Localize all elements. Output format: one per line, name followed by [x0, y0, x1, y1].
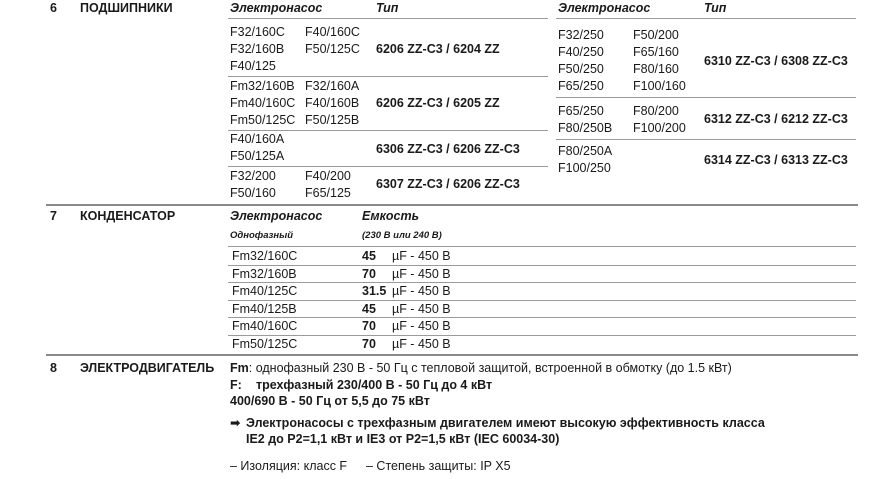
- divider: [228, 335, 856, 336]
- pump-model: F65/160: [633, 45, 679, 59]
- section-divider: [46, 204, 858, 206]
- divider: [556, 139, 856, 140]
- pump-model: F32/160B: [230, 42, 285, 56]
- bearing-type: 6310 ZZ-C3 / 6308 ZZ-C3: [704, 54, 848, 68]
- pump-model: F40/125: [230, 59, 276, 73]
- capacitance-value: 70: [362, 267, 376, 281]
- subheader-voltage: (230 В или 240 В): [362, 230, 442, 241]
- pump-model: F32/250: [558, 28, 604, 42]
- arrow-icon: ➡: [230, 416, 241, 430]
- pump-model: F32/160A: [305, 79, 360, 93]
- section-title: ПОДШИПНИКИ: [80, 1, 173, 15]
- divider: [228, 300, 856, 301]
- pump-model: Fm50/125C: [230, 113, 296, 127]
- insulation-class: – Изоляция: класс F: [230, 459, 348, 473]
- pump-model: Fm32/160B: [230, 79, 295, 93]
- capacitance-unit: µF - 450 В: [392, 302, 451, 316]
- pump-model: Fm50/125C: [232, 337, 298, 351]
- pump-model: F40/250: [558, 45, 604, 59]
- divider: [228, 18, 548, 19]
- divider: [228, 265, 856, 266]
- pump-model: F32/160C: [230, 25, 285, 39]
- section-number: 7: [50, 209, 57, 223]
- pump-model: F80/250A: [558, 144, 613, 158]
- header-pump: Электронасос: [230, 1, 323, 15]
- pump-model: Fm40/125B: [232, 302, 297, 316]
- header-pump: Электронасос: [230, 209, 323, 223]
- section-title: КОНДЕНСАТОР: [80, 209, 176, 223]
- pump-model: F40/160C: [305, 25, 360, 39]
- protection-degree: – Степень защиты: IP X5: [366, 459, 511, 473]
- single-phase-spec: [230, 360, 732, 376]
- pump-model: Fm32/160C: [232, 249, 298, 263]
- capacitance-value: 31.5: [362, 284, 387, 298]
- pump-model: F32/200: [230, 169, 276, 183]
- header-type: Тип: [376, 1, 399, 15]
- pump-model: F50/125A: [230, 149, 285, 163]
- pump-model: Fm40/125C: [232, 284, 298, 298]
- divider: [556, 97, 856, 98]
- bearing-type: 6306 ZZ-C3 / 6206 ZZ-C3: [376, 142, 520, 156]
- pump-model: F50/125B: [305, 113, 360, 127]
- pump-model: Fm32/160B: [232, 267, 297, 281]
- section-title: ЭЛЕКТРОДВИГАТЕЛЬ: [80, 361, 215, 375]
- capacitance-unit: µF - 450 В: [392, 319, 451, 333]
- capacitance-unit: µF - 450 В: [392, 284, 451, 298]
- pump-model: F40/200: [305, 169, 351, 183]
- divider: [228, 317, 856, 318]
- pump-model: F80/250B: [558, 121, 613, 135]
- subheader-single-phase: Однофазный: [230, 230, 293, 241]
- header-capacity: Емкость: [362, 209, 420, 223]
- pump-model: F100/160: [633, 79, 686, 93]
- divider: [228, 282, 856, 283]
- pump-model: F80/160: [633, 62, 679, 76]
- pump-model: F50/160: [230, 186, 276, 200]
- divider: [228, 76, 548, 77]
- pump-model: F80/200: [633, 104, 679, 118]
- pump-model: F65/250: [558, 79, 604, 93]
- capacitance-value: 45: [362, 249, 376, 263]
- capacitance-unit: µF - 450 В: [392, 267, 451, 281]
- section-divider: [46, 354, 858, 356]
- pump-model: F100/250: [558, 161, 611, 175]
- section-number: 8: [50, 361, 57, 375]
- capacitance-value: 70: [362, 337, 376, 351]
- header-type: Тип: [704, 1, 727, 15]
- pump-model: F50/125C: [305, 42, 360, 56]
- divider: [556, 18, 856, 19]
- efficiency-note-2: IE2 до P2=1,1 кВт и IE3 от P2=1,5 кВт (IEC 60034-30): [246, 432, 560, 446]
- fm-text: : однофазный 230 В - 50 Гц с тепловой защитой, встроенной в обмотку (до 1.5 кВт): [248, 361, 732, 375]
- bearing-type: 6206 ZZ-C3 / 6205 ZZ: [376, 96, 500, 110]
- three-phase-spec-2: 400/690 В - 50 Гц от 5,5 до 75 кВт: [230, 394, 430, 408]
- pump-model: F40/160A: [230, 132, 285, 146]
- pump-model: F50/250: [558, 62, 604, 76]
- pump-model: F50/200: [633, 28, 679, 42]
- capacitance-value: 45: [362, 302, 376, 316]
- capacitance-unit: µF - 450 В: [392, 249, 451, 263]
- three-phase-spec: трехфазный 230/400 В - 50 Гц до 4 кВт: [256, 378, 493, 392]
- pump-model: F100/200: [633, 121, 686, 135]
- pump-model: F65/125: [305, 186, 351, 200]
- bearing-type: 6312 ZZ-C3 / 6212 ZZ-C3: [704, 112, 848, 126]
- fm-label: Fm: [230, 361, 249, 375]
- section-number: 6: [50, 1, 57, 15]
- divider: [228, 166, 548, 167]
- f-label: F:: [230, 378, 242, 392]
- header-pump: Электронасос: [558, 1, 651, 15]
- efficiency-note: Электронасосы с трехфазным двигателем имеют высокую эффективность класса: [246, 416, 765, 430]
- divider: [228, 246, 856, 247]
- bearing-type: 6307 ZZ-C3 / 6206 ZZ-C3: [376, 177, 520, 191]
- capacitance-unit: µF - 450 В: [392, 337, 451, 351]
- bearing-type: 6206 ZZ-C3 / 6204 ZZ: [376, 42, 500, 56]
- pump-model: Fm40/160C: [232, 319, 298, 333]
- pump-model: F65/250: [558, 104, 604, 118]
- capacitance-value: 70: [362, 319, 376, 333]
- bearing-type: 6314 ZZ-C3 / 6313 ZZ-C3: [704, 153, 848, 167]
- pump-model: F40/160B: [305, 96, 360, 110]
- pump-model: Fm40/160C: [230, 96, 296, 110]
